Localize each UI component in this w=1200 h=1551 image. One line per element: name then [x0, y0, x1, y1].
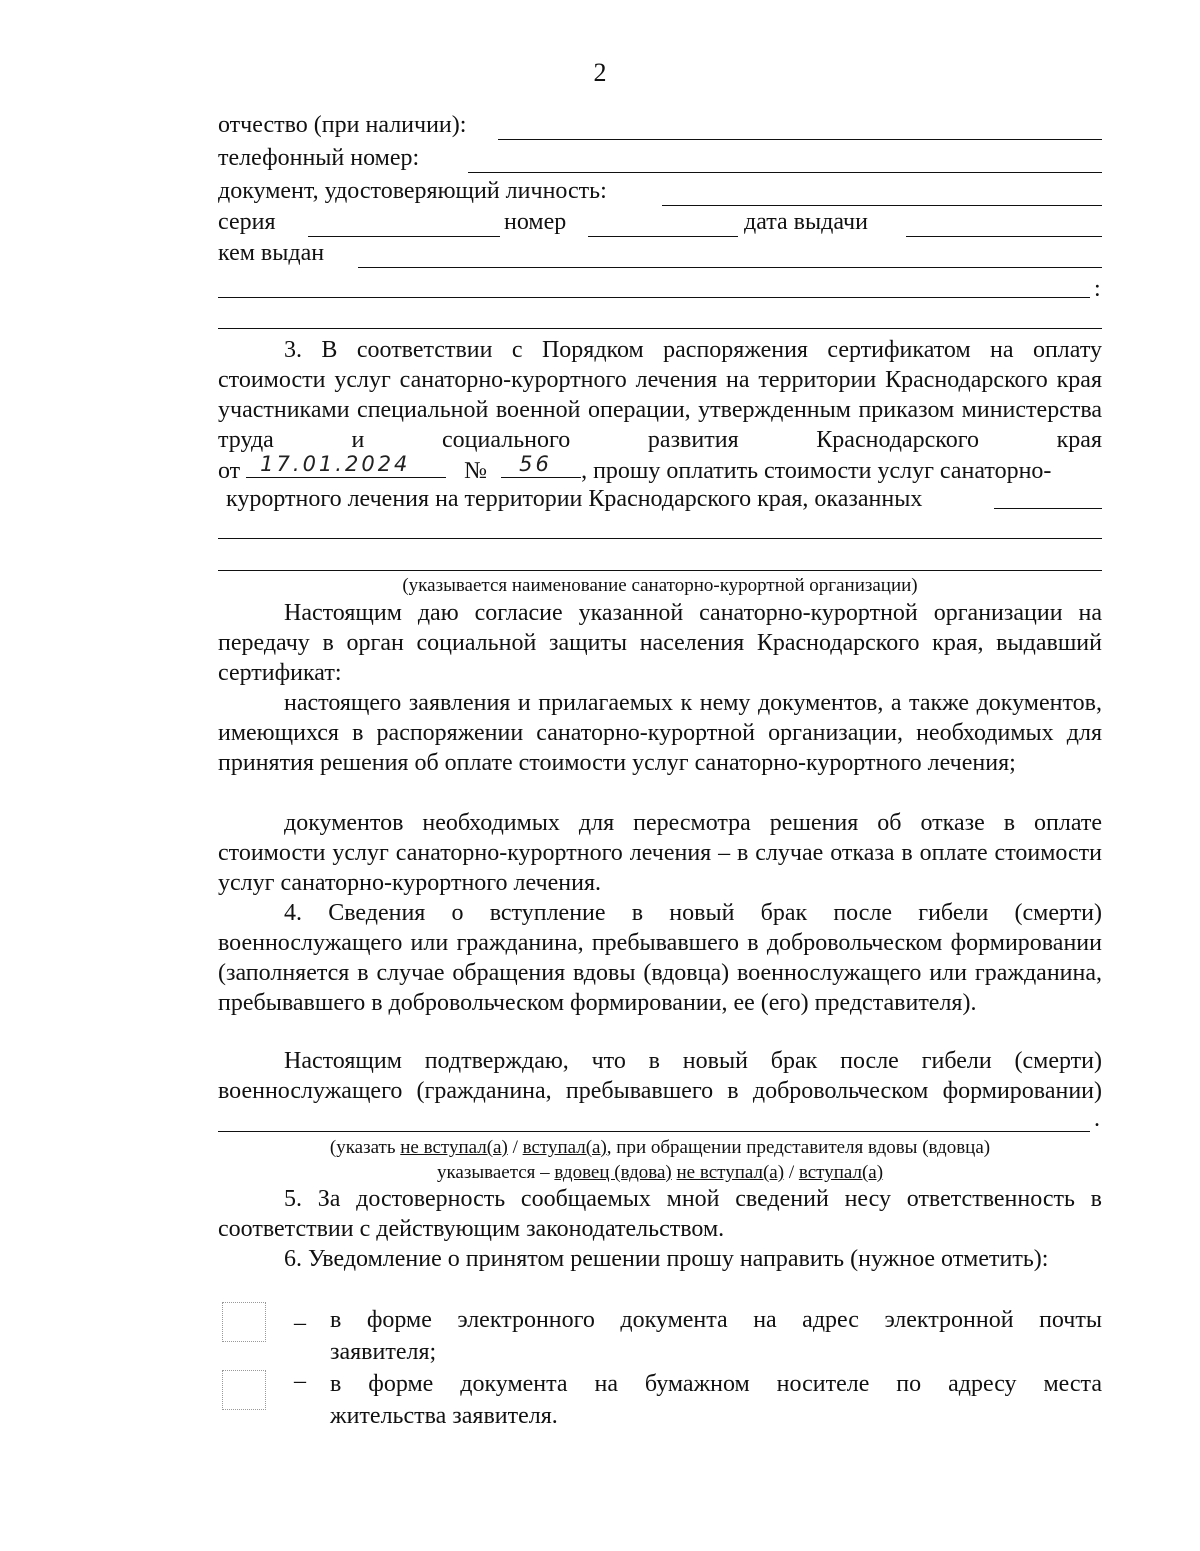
patronymic-field[interactable] — [498, 139, 1102, 140]
marriage-status-field[interactable] — [218, 1131, 1090, 1132]
caption-not-married: не вступал(а) — [400, 1137, 508, 1158]
patronymic-label: отчество (при наличии): — [218, 112, 467, 138]
issued-by-field-line-2[interactable] — [218, 297, 1090, 298]
caption-text: указывается – — [436, 1162, 555, 1183]
number-sign: № — [464, 458, 488, 484]
section-3-line-2-text: курортного лечения на территории Краснодарского края, оказанных — [226, 486, 923, 512]
number-field[interactable] — [588, 236, 738, 237]
paper-notification-checkbox[interactable] — [222, 1370, 266, 1410]
consent-paragraph-2: настоящего заявления и прилагаемых к нему документов, а также документов, имеющихся в распоряжении санаторно-курортной организации, необходимых для принятия решения об оплате стоимости услуг санаторно-курортного лечения; — [218, 690, 1102, 776]
issued-by-end-colon: : — [1094, 276, 1101, 302]
email-notification-option — [330, 1304, 1102, 1368]
organization-field-line-2[interactable] — [218, 570, 1102, 571]
consent-paragraph-1: Настоящим даю согласие указанной санаторно-курортной организации на передачу в орган социальной защиты населения Краснодарского края, выдавший сертификат: — [218, 600, 1102, 686]
marriage-caption-line-1 — [218, 1135, 1102, 1161]
option-dash: – — [294, 1368, 306, 1394]
series-label: серия — [218, 209, 276, 235]
paper-notification-option — [330, 1368, 1102, 1432]
series-number-date-row — [218, 209, 1102, 241]
section-3-text-after: , прошу оплатить стоимости услуг санаторно- — [581, 458, 1052, 484]
issued-by-field-line-3[interactable] — [218, 328, 1102, 329]
issued-by-label: кем выдан — [218, 240, 325, 266]
option-text-line-1: в форме электронного документа на адрес электронной почты — [330, 1307, 1102, 1333]
id-document-field[interactable] — [662, 205, 1102, 206]
section-5-paragraph: 5. За достоверность сообщаемых мной сведений несу ответственность в соответствии с действующим законодательством. — [218, 1186, 1102, 1242]
issue-date-label: дата выдачи — [744, 209, 868, 235]
option-dash: – — [294, 1310, 306, 1336]
consent-paragraph-3: документов необходимых для пересмотра решения об отказе в оплате стоимости услуг санаторно-курортного лечения – в случае отказа в оплате стоимости услуг санаторно-курортного лечения. — [218, 810, 1102, 896]
handwritten-number: 56 — [519, 452, 552, 476]
issue-date-field[interactable] — [906, 236, 1102, 237]
organization-caption: (указывается наименование санаторно-курортной организации) — [402, 575, 918, 596]
handwritten-date: 17.01.2024 — [260, 452, 411, 476]
option-text-line-1: в форме документа на бумажном носителе по адресу места — [330, 1371, 1102, 1397]
id-document-row — [218, 178, 1102, 210]
from-label: от — [218, 458, 241, 484]
issued-by-field[interactable] — [358, 267, 1102, 268]
section-3-line-2 — [226, 484, 1102, 514]
section-4-paragraph: 4. Сведения о вступление в новый брак после гибели (смерти) военнослужащего или гражданина, пребывавшего в добровольческом формировании (заполняется в случае обращения вдовы (вдовца) военнослужащего или гражданина, пребывавшего в добровольческом формировании, ее (его) представителя). — [218, 900, 1102, 1016]
caption-slash: / — [784, 1162, 799, 1183]
order-date-field[interactable] — [246, 452, 446, 478]
marriage-caption-line-2 — [218, 1160, 1102, 1186]
phone-field[interactable] — [468, 172, 1102, 173]
phone-label: телефонный номер: — [218, 145, 420, 171]
caption-slash: / — [507, 1137, 523, 1158]
caption-text: , при обращении представителя вдовы (вдовца) — [606, 1137, 991, 1158]
section-4-confirmation: Настоящим подтверждаю, что в новый брак после гибели (смерти) военнослужащего (гражданина, пребывавшего в добровольческом формировании) — [218, 1048, 1102, 1104]
caption-not-married: не вступал(а) — [676, 1162, 785, 1183]
page-number: 2 — [593, 58, 607, 87]
organization-field-inline[interactable] — [994, 508, 1102, 509]
patronymic-row — [218, 112, 1102, 144]
section-3-text: 3. В соответствии с Порядком распоряжения сертификатом на оплату стоимости услуг санаторно-курортного лечения на территории Краснодарского края участниками специальной военной операции, утвержденным приказом министерства труда и социального развития Краснодарского края — [218, 337, 1102, 453]
caption-married: вступал(а) — [798, 1162, 884, 1183]
order-number-field[interactable] — [501, 452, 581, 478]
caption-married: вступал(а) — [522, 1137, 607, 1158]
phone-row — [218, 145, 1102, 177]
section-3-order-line — [218, 452, 1102, 485]
caption-text: (указать — [329, 1137, 401, 1158]
caption-widow: вдовец (вдова) — [554, 1162, 672, 1183]
series-field[interactable] — [308, 236, 500, 237]
issued-by-row — [218, 240, 1102, 272]
organization-field-line-1[interactable] — [218, 538, 1102, 539]
section-6-paragraph: 6. Уведомление о принятом решении прошу направить (нужное отметить): — [284, 1246, 1049, 1272]
number-label: номер — [504, 209, 567, 235]
id-document-label: документ, удостоверяющий личность: — [218, 178, 607, 204]
option-text-line-2: жительства заявителя. — [330, 1403, 558, 1429]
option-text-line-2: заявителя; — [330, 1339, 437, 1365]
email-notification-checkbox[interactable] — [222, 1302, 266, 1342]
marriage-end-dot: . — [1094, 1106, 1100, 1132]
